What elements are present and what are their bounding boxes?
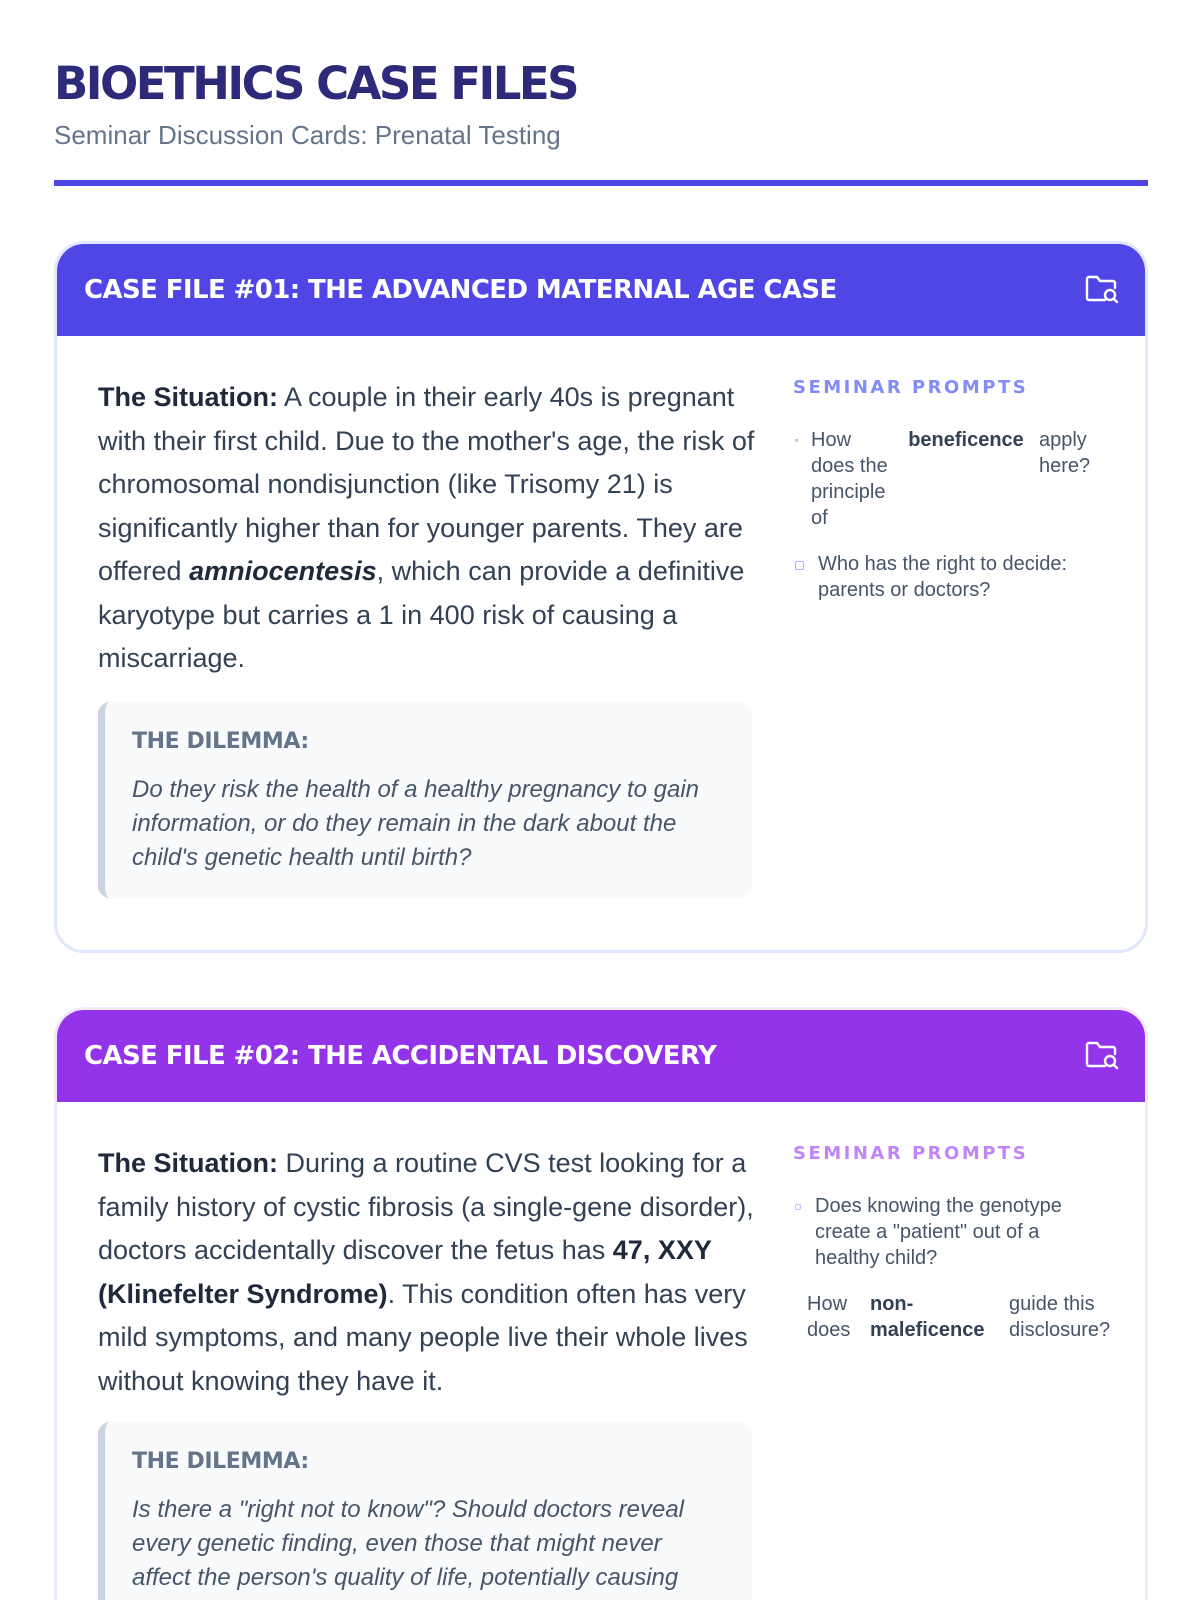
situation-text — [98, 1142, 758, 1403]
prompt-text: Does knowing the genotype create a "patient" out of a healthy child? — [815, 1195, 1062, 1269]
seminar-prompts — [793, 375, 1113, 603]
situation-part: , which can provide a definitive karyotype but carries a 1 in 400 risk of causing a miscarriage. — [98, 556, 745, 673]
dilemma-label: THE DILEMMA: — [132, 1449, 309, 1474]
situation-term: amniocentesis — [189, 556, 377, 586]
prompt-text-part: apply here? — [1038, 429, 1091, 477]
prompt-item — [793, 1291, 1117, 1343]
case-card-01 — [54, 241, 1148, 953]
folder-search-icon[interactable] — [1085, 275, 1119, 305]
header-divider — [54, 180, 1148, 186]
page-header — [54, 56, 1148, 152]
bullet-icon — [795, 439, 798, 442]
situation-text — [98, 376, 758, 681]
prompt-item — [793, 1193, 1093, 1271]
bullet-icon — [795, 1204, 801, 1210]
prompt-item — [793, 427, 1093, 531]
prompt-keyword: beneficence — [908, 429, 1024, 451]
dilemma-box — [98, 1422, 752, 1600]
dilemma-box — [98, 702, 752, 898]
dilemma-text: Is there a "right not to know"? Should doctors reveal every genetic finding, even those that might never affect the person's quality of life, potentially causing — [132, 1496, 685, 1591]
dilemma-text: Do they risk the health of a healthy pregnancy to gain information, or do they remain in the dark about the child's genetic health until birth? — [132, 776, 700, 871]
case-header — [57, 1010, 1145, 1102]
case-body — [57, 336, 1145, 950]
prompt-text-part: guide this disclosure? — [1009, 1293, 1111, 1341]
prompt-item — [793, 551, 1093, 603]
page-title: BIOETHICS CASE FILES — [54, 57, 578, 110]
case-card-02 — [54, 1007, 1148, 1600]
case-header — [57, 244, 1145, 336]
folder-search-icon[interactable] — [1085, 1041, 1119, 1071]
prompt-text: Who has the right to decide: parents or doctors? — [818, 553, 1068, 601]
situation-part: . This condition often has very mild symptoms, and many people live their whole lives without knowing they have it. — [98, 1278, 748, 1396]
situation-label: The Situation: — [98, 1148, 278, 1178]
situation-label: The Situation: — [98, 382, 278, 412]
prompts-label: SEMINAR PROMPTS — [793, 377, 1029, 398]
prompt-text-part: How does — [807, 1293, 851, 1341]
situation-part: A couple in their early 40s is pregnant with their first child. Due to the mother's age, the risk of chromosomal nondisjunction (like Trisomy 21) is significantly higher than for younger parents. They are offered — [98, 382, 755, 586]
case-title: CASE FILE #01: THE ADVANCED MATERNAL AGE CASE — [84, 275, 837, 305]
prompt-text-part: How does the principle of — [811, 429, 888, 529]
case-title: CASE FILE #02: THE ACCIDENTAL DISCOVERY — [84, 1041, 717, 1071]
prompts-label: SEMINAR PROMPTS — [793, 1143, 1029, 1164]
prompt-keyword: non-maleficence — [870, 1293, 985, 1341]
dilemma-label: THE DILEMMA: — [132, 729, 309, 754]
seminar-prompts — [793, 1141, 1113, 1343]
situation-term: 47, XXY (Klinefelter Syndrome) — [98, 1235, 712, 1309]
page-subtitle: Seminar Discussion Cards: Prenatal Testing — [54, 120, 561, 150]
case-body — [57, 1102, 1145, 1600]
prompt-text — [807, 1291, 1117, 1343]
prompt-text — [811, 427, 1093, 531]
bullet-icon — [795, 561, 804, 570]
situation-part: During a routine CVS test looking for a family history of cystic fibrosis (a single-gene disorder), doctors accidentally discover the fetus has — [98, 1148, 754, 1265]
